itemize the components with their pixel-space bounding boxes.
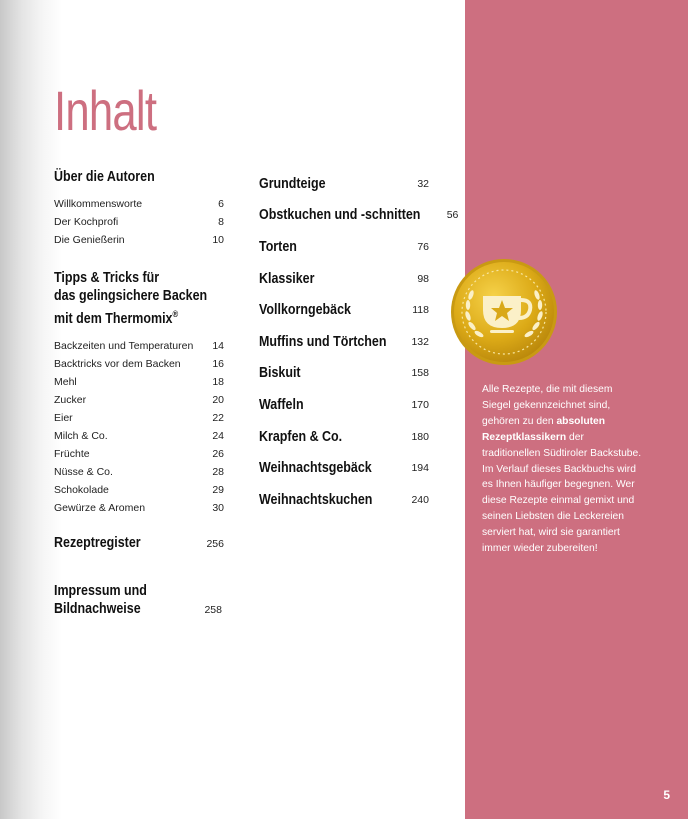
- toc-chapter-page: 132: [411, 335, 429, 348]
- toc-chapter-row[interactable]: [259, 389, 429, 421]
- page-gutter-shadow: [0, 0, 62, 819]
- toc-item-page: 14: [212, 339, 224, 352]
- toc-chapter-row[interactable]: [259, 421, 429, 453]
- toc-item-page: 22: [212, 411, 224, 424]
- toc-section-autoren: [54, 168, 224, 249]
- heading-line-text: mit dem Thermomix: [54, 310, 173, 327]
- toc-chapter-label: Weihnachtskuchen: [259, 491, 373, 508]
- toc-item-page: 18: [212, 375, 224, 388]
- toc-item-page: 6: [218, 198, 224, 210]
- toc-chapter-row[interactable]: [259, 326, 429, 358]
- heading-line: [54, 305, 200, 328]
- toc-section-heading: Über die Autoren: [54, 169, 155, 185]
- cup-star-seal-icon: [450, 258, 558, 366]
- toc-item-label: Willkommensworte: [54, 198, 143, 210]
- toc-item[interactable]: [54, 391, 224, 409]
- toc-chapter-page: 76: [417, 240, 429, 253]
- toc-item-page: 8: [218, 216, 224, 228]
- toc-chapter-row[interactable]: [259, 263, 429, 295]
- toc-chapter-page: 240: [411, 493, 429, 506]
- toc-item[interactable]: [54, 499, 224, 517]
- toc-item-page: 258: [204, 604, 222, 616]
- toc-item-page: 29: [212, 483, 224, 496]
- toc-recipe-chapters: [259, 168, 459, 516]
- toc-chapter-page: 118: [412, 304, 429, 317]
- toc-chapter-row[interactable]: [259, 200, 459, 232]
- seal-info-text: [482, 382, 642, 557]
- toc-item-label: Gewürze & Aromen: [54, 501, 146, 514]
- toc-item-rezeptregister[interactable]: [54, 535, 224, 551]
- toc-item-label: Backzeiten und Temperaturen: [54, 339, 194, 352]
- toc-chapter-label: Biskuit: [259, 365, 301, 382]
- toc-item-label: Backtricks vor dem Backen: [54, 357, 181, 370]
- toc-item-page: 24: [212, 429, 224, 442]
- toc-item[interactable]: [54, 355, 224, 373]
- page-number: 5: [663, 788, 670, 802]
- heading-line: Impressum und: [54, 583, 147, 599]
- registered-mark: ®: [172, 309, 179, 319]
- toc-item-page: 16: [212, 357, 224, 370]
- toc-chapter-label: Torten: [259, 238, 297, 255]
- toc-chapter-label: Waffeln: [259, 396, 304, 413]
- toc-item[interactable]: [54, 213, 224, 231]
- toc-chapter-label: Obstkuchen und -schnitten: [259, 207, 421, 224]
- toc-item-label: Eier: [54, 411, 73, 424]
- toc-item-page: 20: [212, 393, 224, 406]
- toc-item-label: Die Genießerin: [54, 234, 125, 246]
- toc-section-heading: [54, 269, 208, 328]
- toc-item-page: 26: [212, 447, 224, 460]
- toc-chapter-row[interactable]: [259, 231, 429, 263]
- toc-section-tipps: [54, 269, 224, 517]
- toc-item-impressum[interactable]: [54, 582, 224, 618]
- toc-item[interactable]: [54, 373, 224, 391]
- info-text-part: der traditionellen Südtiroler Backstube. Im Verlauf dieses Backbuchs wird es Ihnen häufiger begegnen. Wer diese Rezepte einmal gemixt und seinen Liebsten die Leckereien serviert hat, wird sie garantiert immer wieder zubereiten!: [482, 431, 642, 555]
- toc-chapter-label: Klassiker: [259, 270, 315, 287]
- toc-item-label: Nüsse & Co.: [54, 465, 113, 478]
- toc-item-page: 10: [212, 234, 224, 246]
- toc-chapter-row[interactable]: [259, 452, 429, 484]
- toc-chapter-label: Muffins und Törtchen: [259, 333, 387, 350]
- toc-chapter-row[interactable]: [259, 358, 429, 390]
- toc-chapter-page: 32: [417, 177, 429, 190]
- toc-chapter-row[interactable]: [259, 294, 429, 326]
- toc-item-label: Schokolade: [54, 483, 109, 496]
- toc-item[interactable]: [54, 337, 224, 355]
- toc-chapter-page: 170: [411, 398, 429, 411]
- toc-item-label: Milch & Co.: [54, 429, 108, 442]
- toc-section-items: [54, 337, 224, 517]
- info-text-part: Alle Rezepte, die mit diesem Siegel gekennzeichnet sind, gehören zu den: [482, 384, 613, 427]
- page-title: Inhalt: [54, 79, 157, 142]
- toc-chapter-page: 180: [411, 430, 429, 443]
- toc-item-page: 256: [206, 538, 224, 550]
- toc-chapter-page: 158: [411, 367, 429, 380]
- heading-line: das gelingsichere Backen: [54, 288, 208, 304]
- toc-chapter-label: Krapfen & Co.: [259, 428, 343, 445]
- toc-chapter-page: 98: [417, 272, 429, 285]
- toc-item[interactable]: [54, 463, 224, 481]
- toc-chapter-label: Grundteige: [259, 175, 326, 192]
- heading-line: Tipps & Tricks für: [54, 270, 160, 286]
- toc-item[interactable]: [54, 231, 224, 249]
- toc-item-label: Der Kochprofi: [54, 216, 119, 228]
- toc-chapter-row[interactable]: [259, 168, 429, 200]
- toc-section-items: [54, 195, 224, 249]
- toc-item-page: 30: [212, 501, 224, 514]
- toc-item-label: Früchte: [54, 447, 90, 460]
- toc-chapter-page: 194: [411, 462, 429, 475]
- toc-item-label: Rezeptregister: [54, 535, 141, 551]
- toc-section-heading: [54, 582, 200, 618]
- toc-item-label: Zucker: [54, 393, 87, 406]
- heading-line: Bildnachweise: [54, 601, 141, 617]
- toc-item[interactable]: [54, 409, 224, 427]
- toc-item[interactable]: [54, 195, 224, 213]
- toc-chapter-label: Vollkorngebäck: [259, 302, 351, 319]
- toc-item[interactable]: [54, 427, 224, 445]
- toc-item[interactable]: [54, 445, 224, 463]
- toc-chapter-label: Weihnachtsgebäck: [259, 460, 372, 477]
- info-text-bold: absoluten Rezeptklassikern: [482, 415, 606, 443]
- toc-chapter-row[interactable]: [259, 484, 429, 516]
- toc-item[interactable]: [54, 481, 224, 499]
- toc-chapter-page: 56: [446, 209, 459, 222]
- toc-item-label: Mehl: [54, 375, 77, 388]
- toc-item-page: 28: [212, 465, 224, 478]
